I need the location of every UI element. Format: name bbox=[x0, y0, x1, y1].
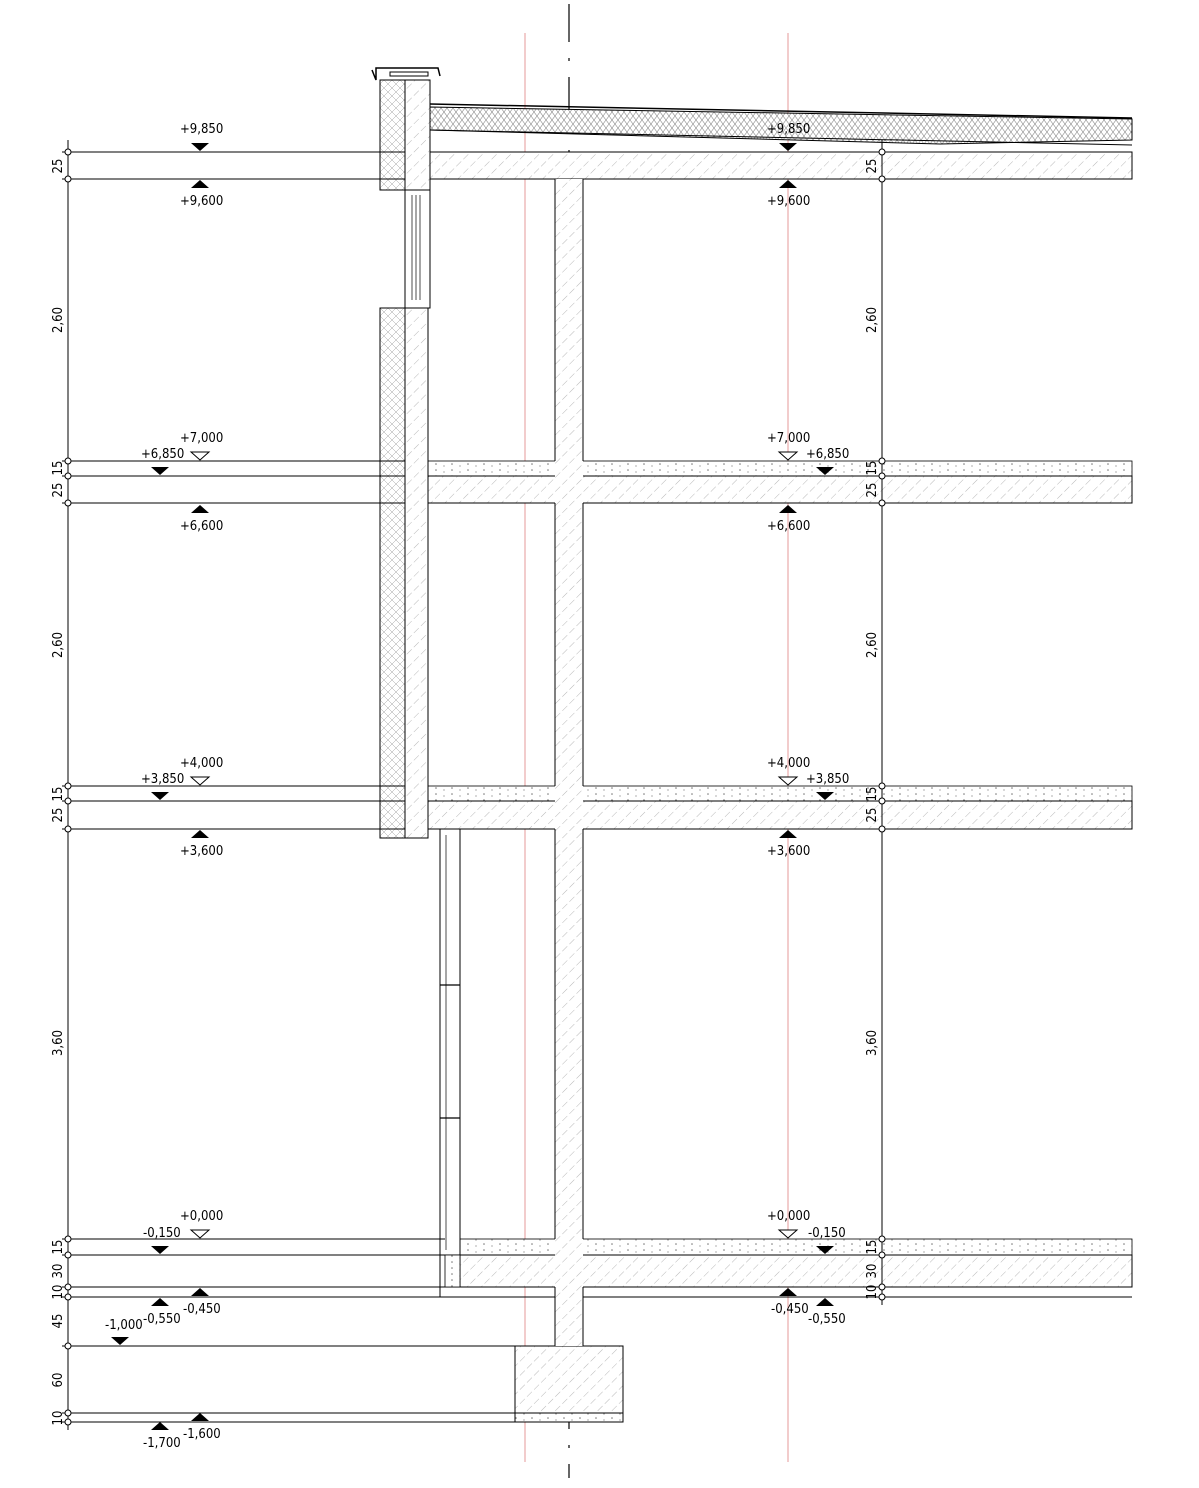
level-left-f1-finish: +4,000 bbox=[180, 756, 224, 771]
dim-left-blinding: 10 bbox=[51, 1410, 66, 1426]
level-left-f2-struct: +6,850 bbox=[141, 447, 185, 462]
level-left-f1-struct: +3,850 bbox=[141, 772, 185, 787]
level-marker-icon bbox=[779, 777, 797, 785]
dim-right-gf-slab: 30 bbox=[865, 1263, 880, 1279]
upper-window bbox=[405, 190, 430, 308]
ground-glazing bbox=[440, 829, 460, 1255]
dim-left-gf-screed: 15 bbox=[51, 1239, 66, 1255]
level-left-gf-struct: -0,150 bbox=[143, 1226, 181, 1241]
level-left-roof-top: +9,850 bbox=[180, 122, 224, 137]
level-marker-icon bbox=[191, 180, 209, 188]
level-left-ground: -0,550 bbox=[143, 1312, 181, 1327]
level-marker-icon bbox=[816, 1298, 834, 1306]
level-left-f2-bottom: +6,600 bbox=[180, 519, 224, 534]
level-marker-icon bbox=[151, 1298, 169, 1306]
level-right-ground: -0,550 bbox=[808, 1312, 846, 1327]
level-marker-icon bbox=[151, 1422, 169, 1430]
level-marker-icon bbox=[191, 452, 209, 460]
footing-blinding bbox=[515, 1413, 623, 1422]
dim-left-roof-slab: 25 bbox=[51, 158, 66, 174]
level-marker-icon bbox=[779, 452, 797, 460]
dim-left-f1-slab: 25 bbox=[51, 807, 66, 823]
footing bbox=[515, 1346, 623, 1413]
roof-slab bbox=[405, 152, 1132, 179]
level-marker-icon bbox=[779, 180, 797, 188]
dim-right-storey-1: 3,60 bbox=[865, 1029, 880, 1057]
level-marker-icon bbox=[151, 1246, 169, 1254]
level-left-gf-finish: +0,000 bbox=[180, 1209, 224, 1224]
right-dimension-chain bbox=[865, 140, 885, 1305]
dim-left-gf-slab: 30 bbox=[51, 1263, 66, 1279]
level-left-found-bottom: -1,600 bbox=[183, 1427, 221, 1442]
level-marker-icon bbox=[191, 777, 209, 785]
level-marker-icon bbox=[151, 792, 169, 800]
level-marker-icon bbox=[779, 830, 797, 838]
dim-right-f1-screed: 15 bbox=[865, 786, 880, 802]
level-marker-icon bbox=[191, 1413, 209, 1421]
level-marker-icon bbox=[191, 505, 209, 513]
level-right-f1-bottom: +3,600 bbox=[767, 844, 811, 859]
dim-left-footing: 60 bbox=[51, 1372, 66, 1388]
level-marker-icon bbox=[191, 1288, 209, 1296]
level-right-gf-finish: +0,000 bbox=[767, 1209, 811, 1224]
level-marker-icon bbox=[779, 143, 797, 151]
level-left-found-top: -1,000 bbox=[105, 1318, 143, 1333]
dim-right-roof-slab: 25 bbox=[865, 158, 880, 174]
dim-right-storey-2: 2,60 bbox=[865, 631, 880, 659]
level-marker-icon bbox=[191, 1230, 209, 1238]
dim-left-gf-base: 10 bbox=[51, 1284, 66, 1300]
dim-right-gf-screed: 15 bbox=[865, 1239, 880, 1255]
dim-left-storey-2: 2,60 bbox=[51, 631, 66, 659]
level-marker-icon bbox=[191, 143, 209, 151]
level-left-gf-bottom: -0,450 bbox=[183, 1302, 221, 1317]
level-marker-icon bbox=[191, 830, 209, 838]
column bbox=[555, 179, 583, 1346]
floor2-screed bbox=[428, 461, 1132, 476]
level-marker-icon bbox=[151, 467, 169, 475]
level-right-f2-struct: +6,850 bbox=[806, 447, 850, 462]
wall-structure-upper bbox=[405, 308, 428, 838]
floor1-screed bbox=[428, 786, 1132, 801]
level-right-f1-struct: +3,850 bbox=[806, 772, 850, 787]
level-left-found-base: -1,700 bbox=[143, 1436, 181, 1451]
level-left-f1-bottom: +3,600 bbox=[180, 844, 224, 859]
dim-left-f1-screed: 15 bbox=[51, 786, 66, 802]
left-dimension-chain bbox=[51, 140, 71, 1430]
right-level-markers bbox=[767, 122, 849, 1327]
dim-left-storey-3: 2,60 bbox=[51, 306, 66, 334]
level-right-gf-bottom: -0,450 bbox=[771, 1302, 809, 1317]
column-shaft bbox=[555, 179, 583, 1346]
dim-left-plinth: 45 bbox=[51, 1313, 66, 1329]
level-left-f2-finish: +7,000 bbox=[180, 431, 224, 446]
floor2-slab bbox=[405, 476, 1132, 503]
dim-left-f2-screed: 15 bbox=[51, 460, 66, 476]
dim-left-f2-slab: 25 bbox=[51, 482, 66, 498]
level-right-f1-finish: +4,000 bbox=[767, 756, 811, 771]
dim-right-f2-screed: 15 bbox=[865, 460, 880, 476]
dim-right-f1-slab: 25 bbox=[865, 807, 880, 823]
level-marker-icon bbox=[111, 1337, 129, 1345]
dim-right-f2-slab: 25 bbox=[865, 482, 880, 498]
level-marker-icon bbox=[779, 1288, 797, 1296]
level-right-f2-bottom: +6,600 bbox=[767, 519, 811, 534]
ground-screed bbox=[445, 1239, 1132, 1255]
level-marker-icon bbox=[779, 505, 797, 513]
dim-left-storey-1: 3,60 bbox=[51, 1029, 66, 1057]
level-right-gf-struct: -0,150 bbox=[808, 1226, 846, 1241]
dim-right-gf-base: 10 bbox=[865, 1284, 880, 1300]
level-left-roof-bottom: +9,600 bbox=[180, 194, 224, 209]
level-right-roof-bottom: +9,600 bbox=[767, 194, 811, 209]
wall-insulation-upper bbox=[380, 308, 405, 838]
floor1-slab bbox=[405, 801, 1132, 829]
level-marker-icon bbox=[779, 1230, 797, 1238]
level-right-roof-top: +9,850 bbox=[767, 122, 811, 137]
dim-right-storey-3: 2,60 bbox=[865, 306, 880, 334]
level-right-f2-finish: +7,000 bbox=[767, 431, 811, 446]
facade-wall bbox=[372, 68, 460, 1297]
